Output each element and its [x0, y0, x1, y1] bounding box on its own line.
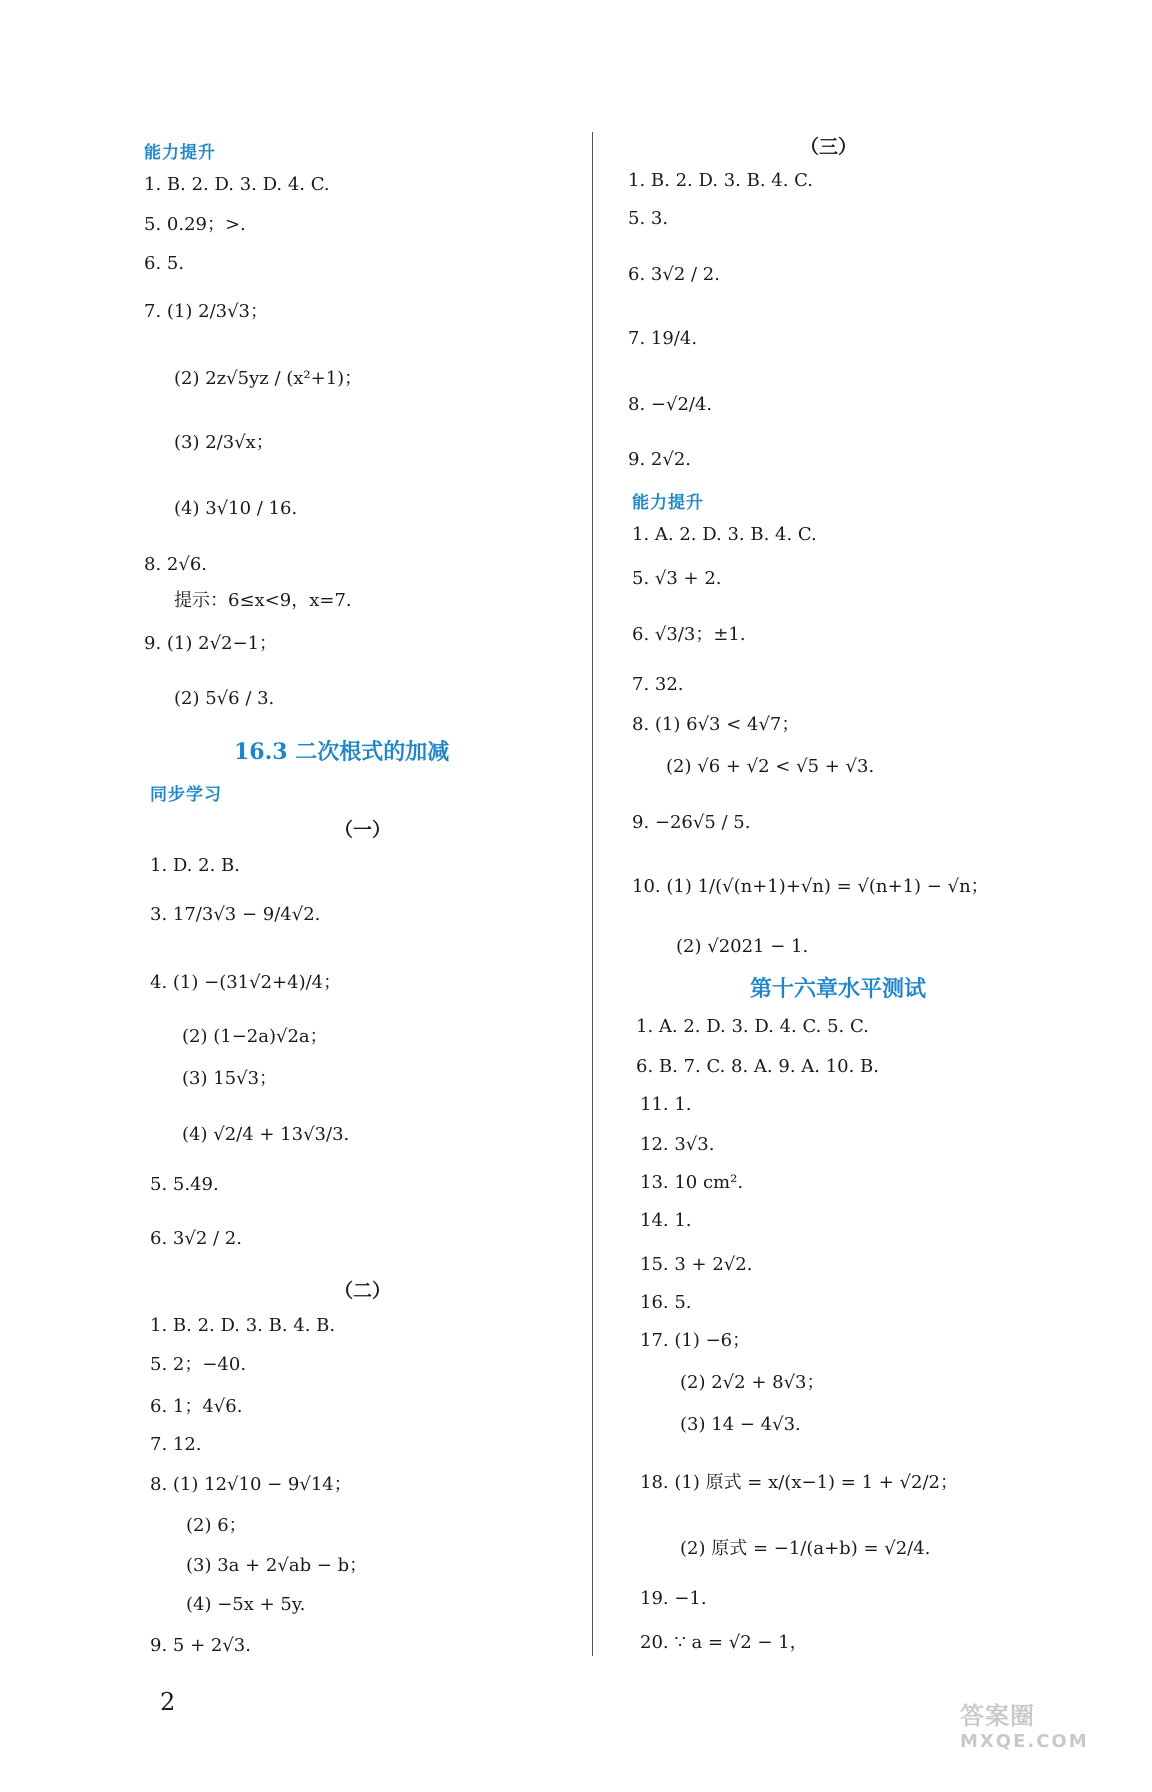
answer-line: (4) 3√10 / 16. — [174, 498, 298, 519]
answer-line: 15. 3 + 2√2. — [640, 1254, 753, 1275]
answer-line: 6. 1；4√6. — [150, 1396, 243, 1417]
answer-line: 20. ∵ a = √2 − 1， — [640, 1632, 808, 1653]
answer-line: 17. (1) −6； — [640, 1330, 751, 1351]
answer-line: 5. 2；−40. — [150, 1354, 247, 1375]
answer-line: 8. −√2/4. — [628, 394, 713, 415]
answer-line: 1. B. 2. D. 3. B. 4. B. — [150, 1315, 336, 1336]
answer-line: 3. 17/3√3 − 9/4√2. — [150, 904, 321, 925]
answer-line: (4) −5x + 5y. — [186, 1594, 306, 1615]
watermark-text: 答案圈 — [960, 1702, 1035, 1730]
answer-line: (2) 2√2 + 8√3； — [680, 1372, 825, 1393]
answer-line: 13. 10 cm². — [640, 1172, 744, 1193]
answer-line: 8. (1) 6√3 < 4√7； — [632, 714, 800, 735]
answer-line: 12. 3√3. — [640, 1134, 715, 1155]
answer-line: 9. 2√2. — [628, 449, 691, 470]
section-heading: 16.3 二次根式的加减 — [234, 739, 450, 765]
answer-line: 19. −1. — [640, 1588, 707, 1609]
answer-line: 8. (1) 12√10 − 9√14； — [150, 1474, 352, 1495]
answer-line: (2) 原式 = −1/(a+b) = √2/4. — [680, 1538, 931, 1559]
answer-line: 5. 5.49. — [150, 1174, 219, 1195]
answer-line: (2) √6 + √2 < √5 + √3. — [666, 756, 875, 777]
section-sync: 同步学习 — [150, 785, 222, 805]
answer-line: 6. B. 7. C. 8. A. 9. A. 10. B. — [636, 1056, 880, 1077]
answer-line: (2) 6； — [186, 1515, 247, 1536]
section-ability-2: 能力提升 — [632, 493, 704, 513]
answer-line: (2) (1−2a)√2a； — [182, 1026, 328, 1047]
watermark-url: MXQE.COM — [960, 1731, 1089, 1752]
answer-line: 6. 3√2 / 2. — [150, 1228, 242, 1249]
answer-line: 7. 32. — [632, 674, 684, 695]
answer-line: 6. √3/3；±1. — [632, 624, 746, 645]
answer-line: 5. 3. — [628, 208, 669, 229]
column-divider — [592, 132, 593, 1656]
answer-line: 6. 5. — [144, 253, 185, 274]
subsection-1: （一） — [334, 819, 392, 841]
answer-line: 9. −26√5 / 5. — [632, 812, 751, 833]
answer-line: 5. √3 + 2. — [632, 568, 722, 589]
answer-line: 1. A. 2. D. 3. B. 4. C. — [632, 524, 817, 545]
subsection-3: （三） — [800, 136, 858, 158]
answer-line: (4) √2/4 + 13√3/3. — [182, 1124, 350, 1145]
section-ability: 能力提升 — [144, 143, 216, 163]
answer-line: (2) 5√6 / 3. — [174, 688, 275, 709]
chapter-test-heading: 第十六章水平测试 — [750, 976, 927, 1002]
answer-line: 14. 1. — [640, 1210, 692, 1231]
answer-line: 7. (1) 2/3√3； — [144, 301, 269, 322]
answer-line: 11. 1. — [640, 1094, 692, 1115]
answer-line: 10. (1) 1/(√(n+1)+√n) = √(n+1) − √n； — [632, 876, 989, 897]
answer-line: (2) 2z√5yz / (x²+1)； — [174, 368, 363, 389]
answer-line: 1. A. 2. D. 3. D. 4. C. 5. C. — [636, 1016, 869, 1037]
site-watermark — [960, 1696, 1089, 1752]
page-number: 2 — [160, 1688, 176, 1716]
answer-line: 8. 2√6. — [144, 554, 207, 575]
hint-line: 提示：6≤x<9，x=7. — [174, 590, 352, 611]
answer-line: 1. B. 2. D. 3. B. 4. C. — [628, 170, 814, 191]
answer-line: 9. 5 + 2√3. — [150, 1635, 251, 1656]
answer-line: 18. (1) 原式 = x/(x−1) = 1 + √2/2； — [640, 1472, 958, 1493]
answer-line: (3) 14 − 4√3. — [680, 1414, 801, 1435]
answer-line: 1. D. 2. B. — [150, 855, 240, 876]
answer-line: (3) 3a + 2√ab − b； — [186, 1555, 368, 1576]
answer-line: (3) 2/3√x； — [174, 432, 274, 453]
answer-line: 16. 5. — [640, 1292, 692, 1313]
answer-line: 9. (1) 2√2−1； — [144, 633, 278, 654]
answer-line: 6. 3√2 / 2. — [628, 264, 720, 285]
answer-line: (3) 15√3； — [182, 1068, 278, 1089]
answer-line: 7. 19/4. — [628, 328, 698, 349]
answer-line: 4. (1) −(31√2+4)/4； — [150, 972, 342, 993]
answer-line: (2) √2021 − 1. — [676, 936, 809, 957]
answer-line: 7. 12. — [150, 1434, 202, 1455]
answer-line: 1. B. 2. D. 3. D. 4. C. — [144, 174, 330, 195]
subsection-2: （二） — [334, 1280, 392, 1302]
answer-line: 5. 0.29；>. — [144, 214, 246, 235]
